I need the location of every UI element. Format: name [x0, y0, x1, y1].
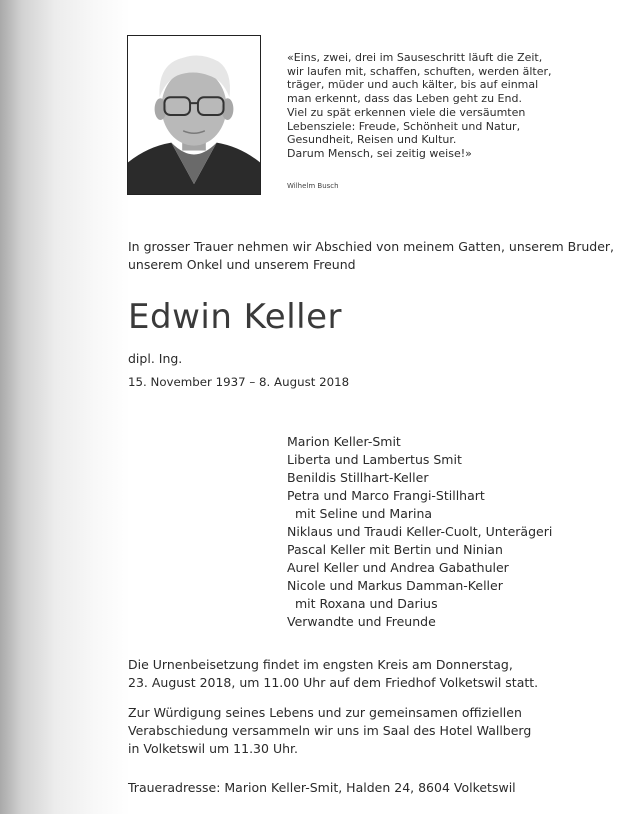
mourner-entry: Pascal Keller mit Bertin und Ninian	[287, 542, 503, 558]
intro-line: unserem Onkel und unserem Freund	[128, 257, 356, 272]
life-dates: 15. November 1937 – 8. August 2018	[128, 375, 350, 389]
quote-line: Lebensziele: Freude, Schönheit und Natur,	[287, 119, 521, 133]
quote-line: man erkennt, dass das Leben geht zu End.	[287, 92, 522, 106]
burial-notice-line: 23. August 2018, um 11.00 Uhr auf dem Friedhof Volketswil statt.	[128, 675, 539, 690]
memorial-notice-line: Zur Würdigung seines Lebens und zur gemeinsamen offiziellen	[128, 705, 522, 720]
deceased-name: Edwin Keller	[128, 297, 342, 337]
portrait-face	[161, 69, 226, 146]
mourner-entry: Aurel Keller und Andrea Gabathuler	[287, 560, 509, 576]
mourner-entry: Nicole und Markus Damman-Keller	[287, 578, 503, 594]
quote-line: Viel zu spät erkennen viele die versäumten	[287, 105, 526, 119]
mourning-address: Traueradresse: Marion Keller-Smit, Halden 24, 8604 Volketswil	[128, 780, 516, 795]
memorial-notice-line: Verabschiedung versammeln wir uns im Saal des Hotel Wallberg	[128, 723, 532, 738]
intro-line: In grosser Trauer nehmen wir Abschied von meinem Gatten, unserem Bruder,	[128, 239, 615, 254]
mourner-entry: mit Seline und Marina	[295, 506, 433, 522]
intro-text	[128, 238, 615, 274]
mourner-entry: Petra und Marco Frangi-Stillhart	[287, 488, 485, 504]
quote-line: wir laufen mit, schaffen, schuften, werden älter,	[287, 64, 552, 78]
quote-line: Darum Mensch, sei zeitig weise!»	[287, 146, 472, 160]
quote-author: Wilhelm Busch	[287, 182, 339, 190]
quote-line: «Eins, zwei, drei im Sauseschritt läuft die Zeit,	[287, 51, 543, 64]
burial-notice-line: Die Urnenbeisetzung findet im engsten Kreis am Donnerstag,	[128, 657, 513, 672]
portrait-image	[128, 36, 260, 194]
mourner-entry: Niklaus und Traudi Keller-Cuolt, Unterägeri	[287, 524, 553, 540]
deceased-title: dipl. Ing.	[128, 351, 183, 366]
mourner-entry: Liberta und Lambertus Smit	[287, 452, 462, 468]
memorial-notice	[128, 704, 598, 758]
mourner-entry: Verwandte und Freunde	[287, 614, 436, 630]
quote	[287, 51, 587, 161]
mourners-list	[287, 433, 607, 632]
mourner-entry: Benildis Stillhart-Keller	[287, 470, 429, 486]
quote-line: Gesundheit, Reisen und Kultur.	[287, 133, 457, 147]
burial-notice	[128, 656, 598, 692]
mourner-entry: Marion Keller-Smit	[287, 434, 401, 449]
mourner-entry: mit Roxana und Darius	[295, 596, 438, 612]
memorial-notice-line: in Volketswil um 11.30 Uhr.	[128, 741, 298, 756]
portrait-photo	[127, 35, 261, 195]
quote-line: träger, müder und auch kälter, bis auf einmal	[287, 78, 539, 92]
